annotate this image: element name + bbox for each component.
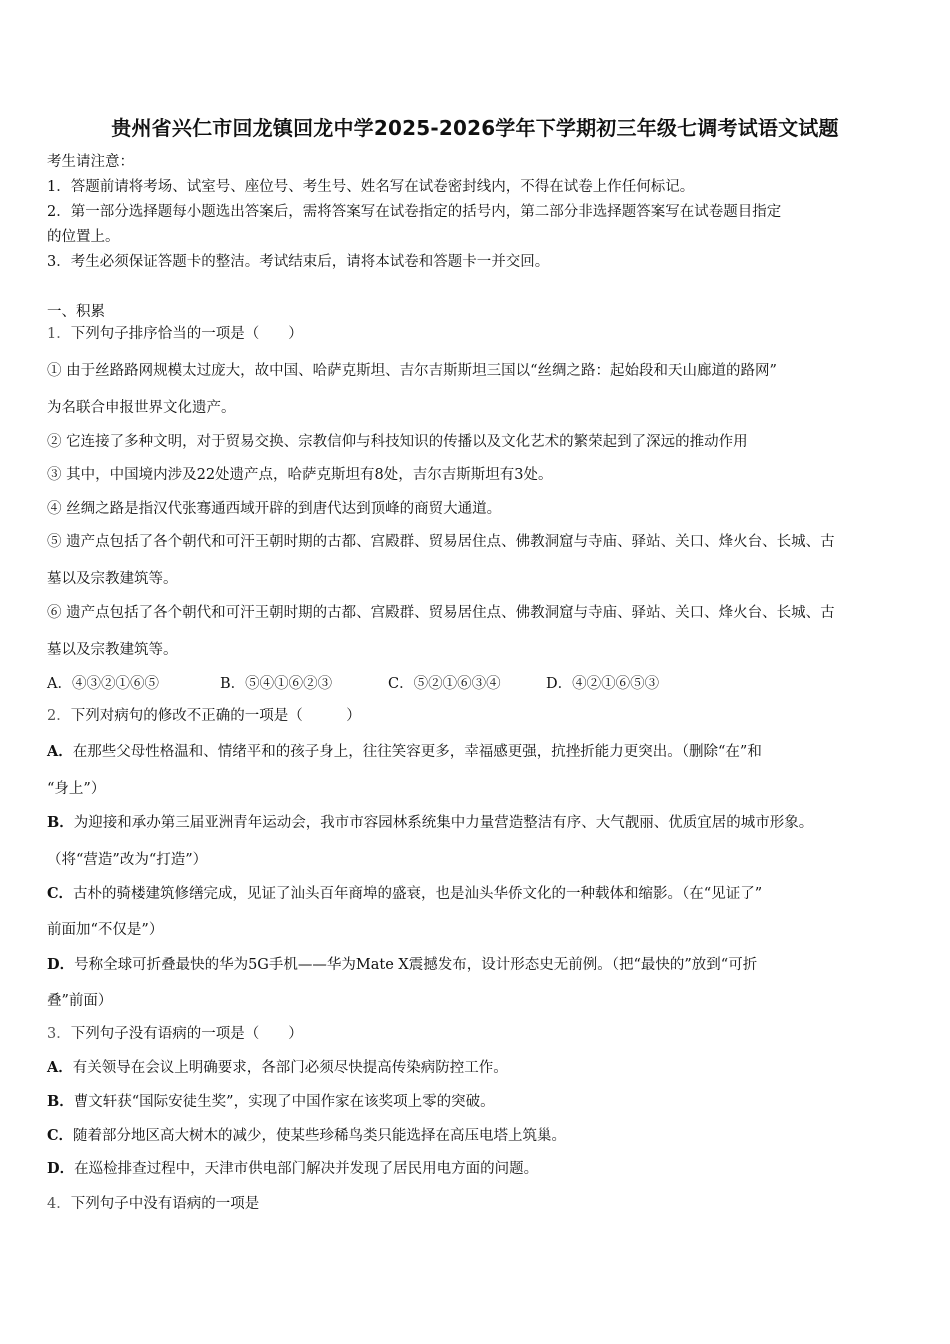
option-letter: B． [47, 814, 74, 831]
q2-option-b-cont: （将“营造”改为“打造”） [47, 852, 208, 868]
q3-option-a [47, 1058, 508, 1078]
option-text: 为迎接和承办第三届亚洲青年运动会，我市市容园林系统集中力量营造整洁有序、大气靓丽、优质宜居的城市形象。 [73, 815, 814, 831]
question-1-stem [47, 324, 303, 344]
question-text: 下列句子没有语病的一项是（ ） [70, 1026, 303, 1042]
q1-line: ⑥ 遗产点包括了各个朝代和可汗王朝时期的古都、宫殿群、贸易居住点、佛教洞窟与寺庙、驿站、关口、烽火台、长城、古 [47, 605, 835, 621]
q2-option-a [47, 742, 762, 762]
q2-option-c-cont: 前面加“不仅是”） [47, 922, 164, 938]
question-4-stem [47, 1194, 259, 1214]
question-2-stem [47, 706, 361, 726]
question-text: 下列句子中没有语病的一项是 [70, 1196, 260, 1212]
q1-line: ⑤ 遗产点包括了各个朝代和可汗王朝时期的古都、宫殿群、贸易居住点、佛教洞窟与寺庙、驿站、关口、烽火台、长城、古 [47, 534, 835, 550]
question-3-stem [47, 1024, 303, 1044]
option-letter: B． [47, 1093, 74, 1110]
notice-heading: 考生请注意： [47, 154, 134, 170]
page-title: 贵州省兴仁市回龙镇回龙中学2025-2026学年下学期初三年级七调考试语文试题 [111, 116, 839, 140]
q3-option-b [47, 1092, 495, 1112]
q3-option-c [47, 1126, 566, 1146]
option-letter: C． [47, 885, 74, 902]
section-heading: 一、积累 [47, 304, 105, 320]
option-letter: D． [47, 956, 75, 973]
q3-option-d [47, 1159, 538, 1179]
q2-option-a-cont: “身上”） [47, 781, 106, 797]
q1-line: 墓以及宗教建筑等。 [47, 571, 178, 587]
option-c: C．⑤②①⑥③④ [388, 676, 501, 692]
option-text: 曹文轩获“国际安徒生奖”，实现了中国作家在该奖项上零的突破。 [73, 1094, 495, 1110]
option-d: D．④②①⑥⑤③ [546, 676, 660, 692]
option-b: B．⑤④①⑥②③ [220, 676, 333, 692]
q2-option-d [47, 955, 757, 975]
option-text: 号称全球可折叠最快的华为5G手机——华为Mate X震撼发布，设计形态史无前例。（把“最快的”放到“可折 [74, 957, 758, 973]
option-text: 古朴的骑楼建筑修缮完成，见证了汕头百年商埠的盛衰，也是汕头华侨文化的一种载体和缩影。（在“见证了” [73, 886, 763, 902]
option-a: A．④③②①⑥⑤ [47, 676, 159, 692]
q1-line: 为名联合申报世界文化遗产。 [47, 400, 236, 416]
q1-line: ③ 其中，中国境内涉及22处遗产点，哈萨克斯坦有8处，吉尔吉斯斯坦有3处。 [47, 467, 553, 483]
option-letter: D． [47, 1160, 75, 1177]
option-text: 在巡检排查过程中，天津市供电部门解决并发现了居民用电方面的问题。 [74, 1161, 539, 1177]
question-number: 4． [47, 1196, 71, 1212]
question-number: 1． [47, 326, 71, 342]
q1-line: ② 它连接了多种文明，对于贸易交换、宗教信仰与科技知识的传播以及文化艺术的繁荣起到了深远的推动作用 [47, 434, 748, 450]
q1-line: ④ 丝绸之路是指汉代张骞通西域开辟的到唐代达到顶峰的商贸大通道。 [47, 501, 502, 517]
question-number: 3． [47, 1026, 71, 1042]
notice-item: 的位置上。 [47, 229, 120, 245]
question-number: 2． [47, 708, 71, 724]
q2-option-c [47, 884, 762, 904]
option-letter: A． [47, 1059, 73, 1076]
q2-option-b [47, 813, 813, 833]
q1-line: ① 由于丝路路网规模太过庞大，故中国、哈萨克斯坦、吉尔吉斯斯坦三国以“丝绸之路：起始段和天山廊道的路网” [47, 363, 777, 379]
q1-options [47, 674, 659, 694]
notice-item: 2．第一部分选择题每小题选出答案后，需将答案写在试卷指定的括号内，第二部分非选择题答案写在试卷题目指定 [47, 204, 782, 220]
option-letter: A． [47, 743, 73, 760]
option-text: 有关领导在会议上明确要求，各部门必须尽快提高传染病防控工作。 [72, 1060, 508, 1076]
notice-item: 1．答题前请将考场、试室号、座位号、考生号、姓名写在试卷密封线内，不得在试卷上作任何标记。 [47, 179, 695, 195]
question-text: 下列对病句的修改不正确的一项是（ ） [70, 708, 361, 724]
question-text: 下列句子排序恰当的一项是（ ） [70, 326, 303, 342]
option-text: 随着部分地区高大树木的减少，使某些珍稀鸟类只能选择在高压电塔上筑巢。 [73, 1128, 567, 1144]
option-text: 在那些父母性格温和、情绪平和的孩子身上，往往笑容更多，幸福感更强，抗挫折能力更突出。（删除“在”和 [72, 744, 762, 760]
option-letter: C． [47, 1127, 74, 1144]
q2-option-d-cont: 叠”前面） [47, 993, 113, 1009]
notice-item: 3．考生必须保证答题卡的整洁。考试结束后，请将本试卷和答题卡一并交回。 [47, 254, 550, 270]
q1-line: 墓以及宗教建筑等。 [47, 642, 178, 658]
